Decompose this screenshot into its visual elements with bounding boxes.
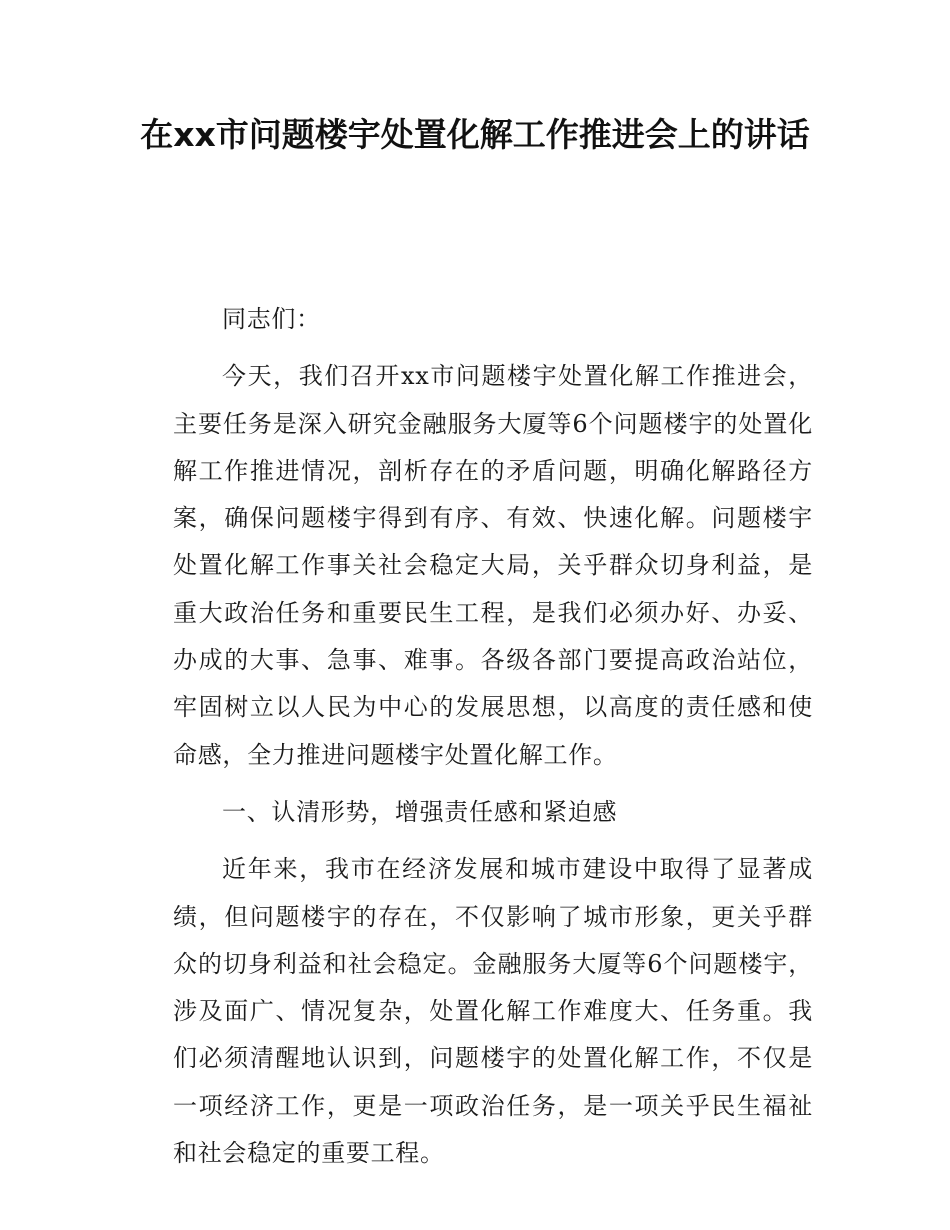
document-title: 在xx市问题楼宇处置化解工作推进会上的讲话 (140, 115, 810, 154)
document-body (173, 296, 813, 1187)
section-heading-1: 一、认清形势，增强责任感和紧迫感 (222, 797, 618, 826)
paragraph-intro: 今天，我们召开xx市问题楼宇处置化解工作推进会，主要任务是深入研究金融服务大厦等6个问题楼宇的处置化解工作推进情况，剖析存在的矛盾问题，明确化解路径方案，确保问题楼宇得到有序、有效、快速化解。问题楼宇处置化解工作事关社会稳定大局，关乎群众切身利益，是重大政治任务和重要民生工程，是我们必须办好、办妥、办成的大事、急事、难事。各级各部门要提高政治站位，牢固树立以人民为中心的发展思想，以高度的责任感和使命感，全力推进问题楼宇处置化解工作。 (173, 362, 813, 769)
salutation: 同志们： (222, 305, 321, 333)
paragraph-situation: 近年来，我市在经济发展和城市建设中取得了显著成绩，但问题楼宇的存在，不仅影响了城市形象，更关乎群众的切身利益和社会稳定。金融服务大厦等6个问题楼宇，涉及面广、情况复杂，处置化解工作难度大、任务重。我们必须清醒地认识到，问题楼宇的处置化解工作，不仅是一项经济工作，更是一项政治任务，是一项关乎民生福祉和社会稳定的重要工程。 (173, 855, 813, 1168)
